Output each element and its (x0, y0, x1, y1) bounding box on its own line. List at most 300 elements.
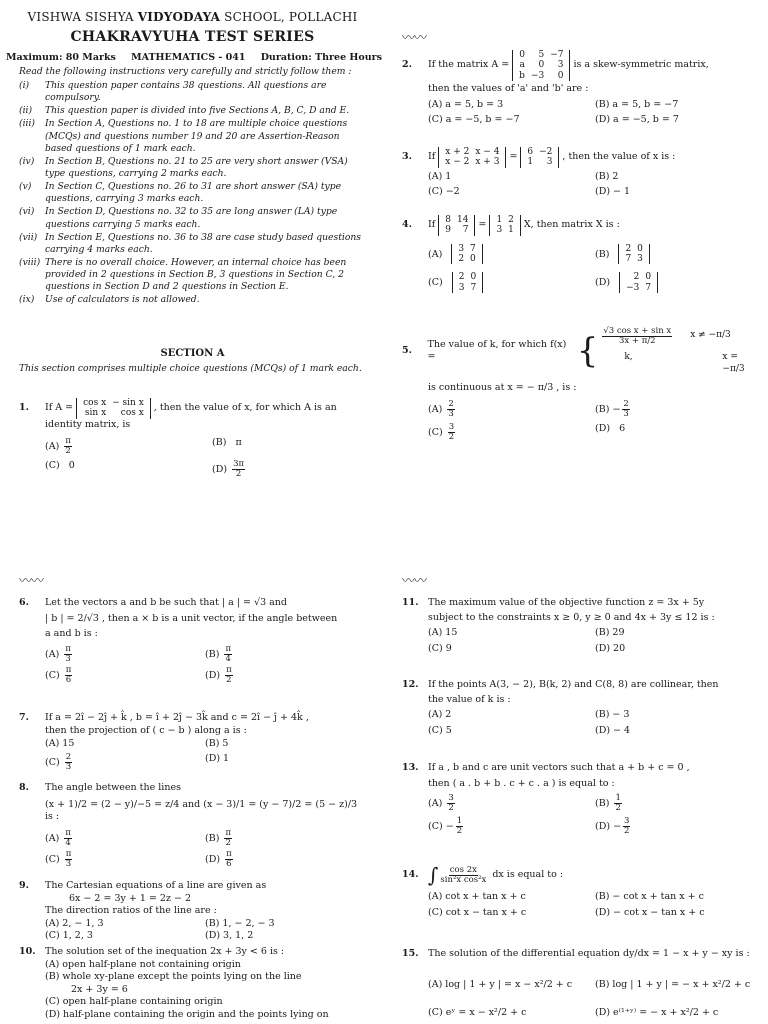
q8-a-frac (64, 829, 72, 848)
q6-c-d: 6 (65, 675, 72, 686)
q8-c-n: π (65, 849, 72, 860)
q1-option-b[interactable] (212, 437, 379, 456)
q10-option-d[interactable]: (D) half-plane containing the origin and the points lying on (45, 1008, 329, 1020)
q6-a-d: 3 (65, 653, 71, 664)
question-5 (402, 327, 762, 442)
q11-options-cd (428, 643, 762, 656)
q14-options-ab (428, 891, 762, 904)
duration: Duration: Three Hours (260, 52, 382, 63)
q5-cases (600, 327, 762, 376)
q9-options-cd (45, 930, 365, 943)
school-name (0, 10, 385, 26)
q4-d21: −3 (626, 282, 640, 293)
instruction-num: (iv) (19, 155, 35, 167)
q13-options-cd (428, 817, 762, 836)
q3-r11: 6 (527, 147, 534, 157)
q8-c-label: (C) (45, 854, 60, 866)
q2-option-d[interactable]: (D) a = −5, b = 7 (595, 114, 679, 126)
q15-num: 15. (402, 948, 419, 959)
q6-b-frac (224, 645, 232, 664)
q5-post: is continuous at x = − π/3 , is : (428, 381, 577, 393)
q5-case2-cond: x = −π/3 (722, 351, 745, 374)
q1-d-n: 3π (233, 459, 245, 470)
q4-l11: 8 (445, 215, 452, 225)
q1-b-val: π (235, 437, 242, 449)
q6-option-a[interactable] (45, 645, 205, 664)
squiggle-bottom-left: 〰〰 (19, 574, 44, 589)
q4-options-cd (428, 272, 762, 293)
q14-num: 14. (402, 868, 419, 880)
q8-l1: The angle between the lines (45, 782, 181, 793)
q5-options-ab (428, 400, 762, 419)
question-10 (19, 946, 365, 1021)
instruction-text: In Section B, Questions no. 21 to 25 are very short answer (VSA) type questions, carrying 2 marks each. (45, 155, 348, 179)
q2-m11: 0 (519, 50, 525, 60)
question-11 (402, 597, 762, 655)
q6-d-n: π (226, 665, 232, 676)
q6-b-label: (B) (205, 648, 220, 660)
q13-c-n: 1 (456, 815, 463, 826)
q4-r21: 3 (496, 225, 503, 236)
q4-b21: 7 (625, 254, 632, 265)
q5-brace: { (576, 331, 599, 372)
q8-option-c[interactable] (45, 850, 205, 869)
q11-option-a[interactable]: (A) 15 (428, 627, 458, 639)
q11-l1: The maximum value of the objective function z = 3x + 5y (428, 597, 705, 608)
q13-a-n: 3 (448, 793, 454, 804)
q13-c-d: 2 (456, 825, 463, 836)
q8-d-frac (225, 850, 233, 869)
q2-post: is a skew-symmetric matrix, (573, 59, 709, 71)
instruction-item (19, 156, 367, 180)
q1-option-d[interactable] (212, 460, 379, 479)
q5-b-label: (B) (595, 404, 610, 416)
q5-d-val: 6 (619, 422, 626, 434)
q8-c-d: 3 (65, 859, 72, 870)
q4-b12: 0 (637, 243, 643, 254)
q5-case2: k, (624, 351, 633, 362)
school-prefix: VISHWA SISHYA (27, 10, 138, 24)
q4-a22: 0 (470, 254, 476, 265)
q7-options-cd (45, 753, 365, 772)
q6-a-frac (64, 645, 72, 664)
q5-case1-cond: x ≠ −π/3 (690, 330, 731, 341)
instruction-text: There is no overall choice. However, an internal choice has been provided in 2 questions in Section B, 3 questions in Section C, 2 questions in Section D and 2 questions in Section E. (45, 256, 347, 293)
q13-option-c[interactable] (428, 817, 595, 836)
q4-d22: 7 (645, 282, 652, 293)
q11-option-d[interactable]: (D) 20 (595, 642, 626, 654)
q8-l2: (x + 1)/2 = (2 − y)/−5 = z/4 and (x − 3)/1 = (y − 7)/2 = (5 − z)/3 is : (45, 798, 358, 823)
instruction-num: (vi) (19, 206, 35, 218)
q13-c-neg: − (445, 820, 454, 832)
q12-options-cd (428, 725, 762, 738)
q6-b-n: π (225, 643, 232, 654)
q7-option-c[interactable] (45, 753, 205, 772)
q2-m33: 0 (557, 70, 564, 81)
q4-c21: 3 (458, 282, 465, 293)
question-15 (402, 948, 762, 1020)
instruction-text: In Section A, Questions no. 1 to 18 are multiple choice questions (MCQs) and questions number 19 and 20 are Assertion-Reason based questions of 1 mark each. (45, 118, 348, 154)
squiggle-bottom-right: 〰〰 (402, 574, 427, 589)
q14-den-expr: sin²x cos²x (440, 874, 487, 885)
q6-num: 6. (19, 597, 29, 608)
q9-option-d[interactable]: (D) 3, 1, 2 (205, 930, 254, 942)
q13-num: 13. (402, 762, 419, 773)
instruction-item (19, 257, 367, 293)
q5-c-frac (448, 423, 455, 442)
q4-b11: 2 (625, 243, 632, 254)
q10-num: 10. (19, 946, 36, 957)
q4-b-matrix (618, 244, 649, 265)
q4-option-d[interactable] (595, 272, 762, 293)
q6-c-frac (65, 666, 73, 685)
q4-d-label: (D) (595, 277, 611, 289)
q13-b-frac (614, 794, 621, 813)
q4-option-a[interactable] (428, 244, 595, 265)
question-13 (402, 762, 762, 836)
instruction-item (19, 232, 367, 256)
q13-b-n: 1 (615, 793, 621, 804)
q3-options-cd (428, 186, 762, 199)
q5-c-label: (C) (428, 426, 443, 438)
q1-a-frac (64, 437, 72, 456)
q1-pre: If A = (45, 402, 74, 414)
q14-option-d[interactable]: (D) − cot x − tan x + c (595, 906, 705, 918)
q1-c-val: 0 (68, 460, 75, 472)
question-8 (19, 782, 365, 869)
instruction-num: (iii) (19, 118, 35, 130)
q4-c12: 0 (470, 272, 477, 283)
q4-a21: 2 (458, 254, 465, 265)
q6-d-frac (225, 666, 233, 685)
q9-num: 9. (19, 880, 29, 891)
q13-b-label: (B) (595, 797, 610, 809)
q4-a-label: (A) (428, 248, 443, 260)
q13-a-frac (447, 794, 454, 813)
q3-r12: −2 (539, 147, 553, 157)
q3-option-c[interactable]: (C) −2 (428, 186, 460, 198)
q4-matrix-right (489, 215, 520, 236)
section-a-note: This section comprises multiple choice questions (MCQs) of 1 mark each. (19, 363, 362, 374)
q4-c11: 2 (458, 272, 465, 283)
q5-b-n: 2 (623, 399, 629, 410)
q9-l3: The direction ratios of the line are : (45, 905, 217, 917)
question-9 (19, 880, 365, 943)
q8-b-label: (B) (205, 832, 220, 844)
q6-c-n: π (65, 665, 72, 676)
q5-b-sign: − (612, 404, 621, 416)
instruction-item (19, 206, 367, 230)
q1-option-c[interactable] (45, 460, 212, 479)
q7-option-a[interactable]: (A) 15 (45, 738, 75, 750)
q12-l2: the value of k is : (428, 693, 511, 705)
q2-option-a[interactable]: (A) a = 5, b = 3 (428, 98, 504, 110)
q14-post: dx is equal to : (492, 868, 564, 880)
q1-m22: cos x (120, 408, 144, 419)
q14-option-c[interactable]: (C) cot x − tan x + c (428, 906, 527, 918)
q2-m32: −3 (530, 70, 545, 81)
q5-c-n: 3 (448, 421, 455, 432)
q11-option-b[interactable]: (B) 29 (595, 627, 625, 639)
question-3 (402, 147, 762, 199)
q13-d-d: 2 (624, 825, 630, 836)
instruction-num: (ii) (19, 105, 33, 117)
q8-d-label: (D) (205, 854, 221, 866)
q1-num: 1. (19, 402, 29, 414)
q7-option-d[interactable]: (D) 1 (205, 752, 230, 764)
q4-b-label: (B) (595, 248, 610, 260)
instruction-text: In Section D, Questions no. 32 to 35 are long answer (LA) type questions carrying 5 marks each. (45, 206, 338, 230)
q7-num: 7. (19, 712, 29, 723)
q5-d-label: (D) (595, 422, 611, 434)
q2-post2: then the values of 'a' and 'b' are : (428, 83, 589, 95)
q11-l2: subject to the constraints x ≥ 0, y ≥ 0 and 4x + 3y ≤ 12 is : (428, 611, 715, 623)
q1-a-d: 2 (65, 446, 71, 457)
q8-b-n: π (225, 827, 232, 838)
q13-option-b[interactable] (595, 794, 762, 813)
q2-m23: 3 (557, 60, 564, 71)
squiggle-top-right: 〰〰 (402, 31, 427, 46)
q6-d-label: (D) (205, 670, 221, 682)
q15-option-c[interactable]: (C) eʸ = x − x²/2 + c (428, 1007, 527, 1019)
q9-options-ab (45, 918, 365, 931)
q12-option-d[interactable]: (D) − 4 (595, 724, 631, 736)
q5-option-c[interactable] (428, 423, 595, 442)
school-suffix: SCHOOL, POLLACHI (220, 10, 358, 24)
q7-option-b[interactable]: (B) 5 (205, 738, 229, 750)
q2-m13: −7 (550, 50, 564, 60)
q12-option-a[interactable]: (A) 2 (428, 709, 452, 721)
q4-matrix-left (438, 215, 475, 236)
q15-option-a[interactable]: (A) log | 1 + y | = x − x²/2 + c (428, 978, 573, 990)
q13-option-a[interactable] (428, 794, 595, 813)
question-7 (19, 712, 365, 771)
q1-m11: cos x (83, 398, 107, 408)
instruction-num: (i) (19, 80, 30, 91)
q4-l21: 9 (445, 225, 452, 236)
q7-options-ab (45, 738, 365, 751)
instruction-item (19, 118, 367, 154)
q8-options-ab (45, 829, 365, 848)
q1-d-frac (232, 460, 245, 479)
q8-option-b[interactable] (205, 829, 365, 848)
q14-option-a[interactable]: (A) cot x + tan x + c (428, 891, 526, 902)
q3-option-a[interactable]: (A) 1 (428, 170, 452, 182)
q2-options-ab (428, 99, 762, 112)
question-12 (402, 679, 762, 737)
q4-l22: 7 (462, 225, 469, 236)
q1-m12: − sin x (112, 398, 144, 408)
q1-d-label: (D) (212, 463, 228, 475)
q12-option-c[interactable]: (C) 5 (428, 724, 452, 736)
q2-m31: b (519, 70, 525, 81)
q3-option-d[interactable]: (D) − 1 (595, 186, 631, 198)
q3-post: , then the value of x is : (562, 151, 676, 163)
q2-num: 2. (402, 59, 412, 71)
q3-l11: x + 2 (445, 147, 470, 157)
q4-a11: 3 (458, 243, 465, 254)
q7-c-n: 2 (65, 751, 72, 762)
q1-c-label: (C) (45, 460, 60, 472)
instruction-item (19, 181, 367, 205)
q8-b-frac (224, 829, 232, 848)
q2-options-cd (428, 114, 762, 127)
q7-c-d: 3 (65, 761, 72, 772)
q3-options-ab (428, 171, 762, 184)
q6-options-ab (45, 645, 365, 664)
q5-option-d[interactable] (595, 423, 762, 442)
instruction-item (19, 105, 367, 117)
q9-option-c[interactable]: (C) 1, 2, 3 (45, 930, 93, 942)
q2-option-c[interactable]: (C) a = −5, b = −7 (428, 114, 520, 126)
question-1 (19, 398, 379, 479)
q4-option-c[interactable] (428, 272, 595, 293)
q4-d12: 0 (645, 272, 652, 283)
q7-c-frac (65, 753, 72, 772)
q1-a-n: π (65, 436, 71, 447)
instruction-text: This question paper is divided into five Sections A, B, C, D and E. (45, 105, 350, 117)
q8-options-cd (45, 850, 365, 869)
q1-m21: sin x (84, 408, 107, 419)
q7-c-label: (C) (45, 756, 60, 768)
q9-option-a[interactable]: (A) 2, − 1, 3 (45, 917, 104, 929)
q6-c-label: (C) (45, 670, 60, 682)
q4-c22: 7 (470, 282, 477, 293)
q8-d-d: 6 (226, 859, 232, 870)
q4-l12: 14 (457, 215, 469, 225)
q6-options-cd (45, 666, 365, 685)
q3-eq: = (509, 151, 518, 163)
instruction-num: (viii) (19, 256, 41, 268)
instruction-text: Use of calculators is not allowed. (45, 294, 200, 306)
q6-a-label: (A) (45, 648, 60, 660)
q12-options-ab (428, 709, 762, 722)
q11-option-c[interactable]: (C) 9 (428, 642, 452, 654)
instructions-list (19, 80, 367, 308)
q13-d-n: 3 (624, 815, 630, 826)
q10-option-b-cont: 2x + 3y = 6 (71, 983, 128, 995)
q13-a-label: (A) (428, 797, 443, 809)
q10-option-b[interactable]: (B) whole xy-plane except the points lying on the line (45, 971, 302, 983)
q3-det-right (520, 147, 559, 168)
instruction-text: In Section C, Questions no. 26 to 31 are short answer (SA) type questions, carrying 3 marks each. (45, 181, 342, 205)
q13-d-neg: − (613, 820, 622, 832)
q5-b-frac (622, 400, 629, 419)
q1-options-ab (45, 437, 379, 456)
q5-a-label: (A) (428, 404, 443, 416)
q5-a-n: 2 (448, 399, 454, 410)
q7-l1: If a = 2î − 2ĵ + k̂ , b = î + 2ĵ − 3k̂ and c = 2î − ĵ + 4k̂ , (45, 712, 309, 723)
q13-a-d: 2 (448, 802, 454, 813)
q4-r11: 1 (496, 215, 503, 225)
q5-option-b[interactable] (595, 400, 762, 419)
q3-l22: x + 3 (475, 157, 500, 168)
q9-l1: The Cartesian equations of a line are given as (45, 880, 267, 891)
instruction-num: (v) (19, 181, 32, 193)
q4-c-label: (C) (428, 277, 443, 289)
q6-b-d: 4 (225, 653, 231, 664)
q10-option-c[interactable]: (C) open half-plane containing origin (45, 996, 223, 1008)
q3-l12: x − 4 (475, 147, 500, 157)
q6-option-d[interactable] (205, 666, 365, 685)
q3-option-b[interactable]: (B) 2 (595, 170, 619, 182)
instruction-num: (vii) (19, 231, 38, 243)
q1-matrix (76, 398, 151, 419)
q6-option-c[interactable] (45, 666, 205, 685)
q2-m12: 5 (538, 50, 545, 60)
question-6 (19, 597, 365, 685)
q3-r22: 3 (546, 157, 553, 168)
q9-option-b[interactable]: (B) 1, − 2, − 3 (205, 917, 275, 929)
q6-d-d: 2 (226, 675, 232, 686)
q1-option-a[interactable] (45, 437, 212, 456)
q4-option-b[interactable] (595, 244, 762, 265)
q13-c-label: (C) (428, 820, 443, 832)
q14-integral: ∫ (428, 863, 439, 887)
max-marks: Maximum: 80 Marks (6, 52, 116, 63)
question-4 (402, 215, 762, 293)
q14-num-expr: cos 2x (449, 864, 477, 875)
q15-option-b[interactable]: (B) log | 1 + y | = − x + x²/2 + c (595, 978, 751, 990)
q6-l1: Let the vectors a and b be such that | a | = √3 and (45, 597, 287, 608)
q15-options-cd (428, 1007, 762, 1020)
q1-b-label: (B) (212, 437, 227, 449)
q8-num: 8. (19, 782, 29, 793)
q5-num: 5. (402, 345, 412, 357)
q4-b22: 3 (637, 254, 643, 265)
q4-r22: 1 (508, 225, 514, 236)
instruction-item (19, 80, 367, 104)
q5-c-d: 2 (448, 431, 455, 442)
q8-c-frac (65, 850, 73, 869)
q8-option-d[interactable] (205, 850, 365, 869)
q5-option-a[interactable] (428, 400, 595, 419)
q14-options-cd (428, 907, 762, 920)
q13-d-frac (623, 817, 630, 836)
school-bold: VIDYODAYA (137, 10, 221, 24)
q13-l1: If a , b and c are unit vectors such that a + b + c = 0 , (428, 762, 690, 773)
q6-option-b[interactable] (205, 645, 365, 664)
question-2 (402, 50, 762, 127)
q15-option-d[interactable]: (D) e⁽¹⁺ʸ⁾ = − x + x²/2 + c (595, 1007, 719, 1019)
q14-option-b[interactable]: (B) − cot x + tan x + c (595, 891, 704, 902)
q8-a-n: π (65, 827, 71, 838)
q4-c-matrix (452, 272, 483, 293)
q7-l2: then the projection of ( c − b ) along a is : (45, 724, 247, 736)
q3-pre: If (428, 151, 436, 163)
q8-a-d: 4 (65, 837, 71, 848)
q5-b-d: 3 (623, 409, 629, 420)
q13-options-ab (428, 794, 762, 813)
q3-r21: 1 (527, 157, 534, 168)
q13-b-d: 2 (615, 802, 621, 813)
q4-r12: 2 (508, 215, 514, 225)
q6-l2: | b | = 2/√3 , then a × b is a unit vector, if the angle between (45, 612, 338, 624)
q1-d-d: 2 (235, 468, 242, 479)
q4-a12: 7 (470, 243, 476, 254)
q2-pre: If the matrix A = (428, 59, 510, 71)
subject: MATHEMATICS - 041 (131, 52, 246, 63)
q8-option-a[interactable] (45, 829, 205, 848)
section-a-title: SECTION A (160, 348, 225, 359)
q6-l3: a and b is : (45, 628, 98, 640)
q12-option-b[interactable]: (B) − 3 (595, 709, 630, 721)
q2-matrix (512, 50, 570, 81)
q4-d11: 2 (633, 272, 640, 283)
q13-option-d[interactable] (595, 817, 762, 836)
q2-option-b[interactable]: (B) a = 5, b = −7 (595, 98, 679, 110)
q10-option-a[interactable]: (A) open half-plane not containing origin (45, 958, 241, 970)
